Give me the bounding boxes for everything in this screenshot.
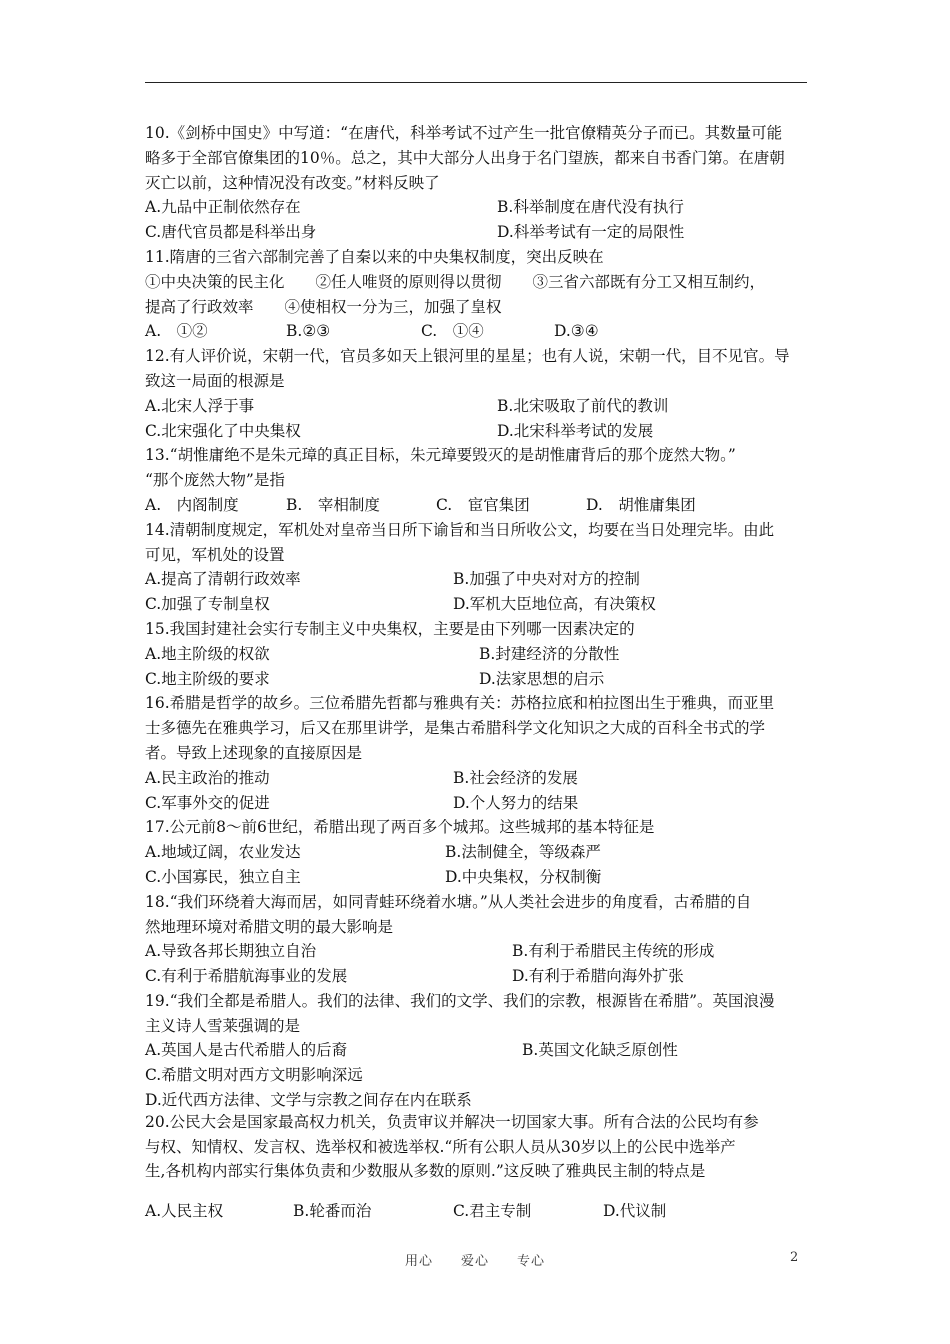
option-c[interactable]: C.君主专制 <box>453 1202 532 1221</box>
question-stem: 士多德先在雅典学习，后又在那里讲学，是集古希腊科学文化知识之大成的百科全书式的学 <box>145 719 766 738</box>
option-a[interactable]: A.北宋人浮于事 <box>145 396 255 415</box>
option-row <box>145 319 807 344</box>
question-13 <box>145 443 807 517</box>
question-stem: 致这一局面的根源是 <box>145 371 285 390</box>
question-17 <box>145 815 807 889</box>
option-a[interactable]: A.九品中正制依然存在 <box>145 198 301 217</box>
option-b[interactable]: B.社会经济的发展 <box>453 768 578 787</box>
page-number: 2 <box>790 1250 799 1265</box>
question-stem: 13.“胡惟庸绝不是朱元璋的真正目标，朱元璋要毁灭的是胡惟庸背后的那个庞然大物。” <box>145 446 736 465</box>
question-stem: 与权、知情权、发言权、选举权和被选举权.“所有公职人员从30岁以上的公民中选举产 <box>145 1137 736 1156</box>
question-stem: 灭亡以前，这种情况没有改变。”材料反映了 <box>145 173 440 192</box>
option-d[interactable]: D.个人努力的结果 <box>453 793 579 812</box>
option-row <box>145 493 807 518</box>
option-b[interactable]: B.封建经济的分散性 <box>479 644 620 663</box>
option-a[interactable]: A. 内阁制度 <box>145 495 239 514</box>
option-a[interactable]: A. ①② <box>145 322 208 341</box>
option-b[interactable]: B.北宋吸取了前代的教训 <box>497 396 669 415</box>
option-d[interactable]: D.近代西方法律、文学与宗教之间存在内在联系 <box>145 1091 472 1110</box>
option-b[interactable]: B.加强了中央对对方的控制 <box>453 570 640 589</box>
question-list <box>145 121 807 1224</box>
option-c[interactable]: C. ①④ <box>421 322 484 341</box>
question-stem: 20.公民大会是国家最高权力机关，负责审议并解决一切国家大事。所有合法的公民均有参 <box>145 1112 759 1131</box>
question-12 <box>145 344 807 443</box>
question-stem: 19.“我们全都是希腊人。我们的法律、我们的文学、我们的宗教，根源皆在希腊”。英国浪漫 <box>145 991 775 1010</box>
option-d[interactable]: D. 胡惟庸集团 <box>586 495 696 514</box>
option-b[interactable]: B.②③ <box>286 322 331 341</box>
question-stem: 生,各机构内部实行集体负责和少数服从多数的原则.”这反映了雅典民主制的特点是 <box>145 1162 706 1181</box>
question-stem: 14.清朝制度规定，军机处对皇帝当日所下谕旨和当日所收公文，均要在当日处理完毕。由此 <box>145 520 775 539</box>
question-stem: ①中央决策的民主化 ②任人唯贤的原则得以贯彻 ③三省六部既有分工又相互制约， <box>145 272 766 291</box>
option-c[interactable]: C.希腊文明对西方文明影响深远 <box>145 1066 363 1085</box>
option-row <box>145 939 807 964</box>
question-stem: 可见，军机处的设置 <box>145 545 285 564</box>
option-row <box>145 642 807 667</box>
option-a[interactable]: A.民主政治的推动 <box>145 768 270 787</box>
header-rule <box>145 82 807 83</box>
option-row <box>145 667 807 692</box>
option-row <box>145 1038 807 1063</box>
question-stem: 17.公元前8～前6世纪，希腊出现了两百多个城邦。这些城邦的基本特征是 <box>145 818 655 837</box>
question-stem: 者。导致上述现象的直接原因是 <box>145 743 363 762</box>
option-row <box>145 394 807 419</box>
option-b[interactable]: B.法制健全，等级森严 <box>445 843 601 862</box>
option-row <box>145 766 807 791</box>
option-c[interactable]: C.北宋强化了中央集权 <box>145 421 301 440</box>
question-19 <box>145 989 807 1113</box>
option-d[interactable]: D.③④ <box>554 322 599 341</box>
question-stem: 提高了行政效率 ④使相权一分为三，加强了皇权 <box>145 297 502 316</box>
question-10 <box>145 121 807 245</box>
question-stem: 18.“我们环绕着大海而居，如同青蛙环绕着水塘。”从人类社会进步的角度看，古希腊的自 <box>145 892 752 911</box>
option-row <box>145 1199 807 1224</box>
option-row <box>145 195 807 220</box>
question-stem: 然地理环境对希腊文明的最大影响是 <box>145 917 394 936</box>
option-a[interactable]: A.人民主权 <box>145 1202 224 1221</box>
option-b[interactable]: B. 宰相制度 <box>286 495 380 514</box>
option-a[interactable]: A.英国人是古代希腊人的后裔 <box>145 1041 348 1060</box>
option-a[interactable]: A.提高了清朝行政效率 <box>145 570 301 589</box>
page-footer: 用心 爱心 专心 <box>404 1254 545 1269</box>
question-stem: 16.希腊是哲学的故乡。三位希腊先哲都与雅典有关：苏格拉底和柏拉图出生于雅典，而亚里 <box>145 694 775 713</box>
option-d[interactable]: D.北宋科举考试的发展 <box>497 421 654 440</box>
question-16 <box>145 691 807 815</box>
question-stem: 11.隋唐的三省六部制完善了自秦以来的中央集权制度，突出反映在 <box>145 247 604 266</box>
question-stem: 12.有人评价说，宋朝一代，官员多如天上银河里的星星；也有人说，宋朝一代，目不见官。导 <box>145 347 790 366</box>
question-20 <box>145 1113 807 1224</box>
question-18 <box>145 890 807 989</box>
option-d[interactable]: D.代议制 <box>603 1202 667 1221</box>
option-b[interactable]: B.轮番而治 <box>293 1202 372 1221</box>
option-c[interactable]: C.加强了专制皇权 <box>145 595 270 614</box>
question-11 <box>145 245 807 344</box>
option-c[interactable]: C. 宦官集团 <box>436 495 530 514</box>
question-stem: 15.我国封建社会实行专制主义中央集权，主要是由下列哪一因素决定的 <box>145 619 635 638</box>
option-d[interactable]: D.军机大臣地位高，有决策权 <box>453 595 656 614</box>
option-row <box>145 840 807 865</box>
option-c[interactable]: C.有利于希腊航海事业的发展 <box>145 967 348 986</box>
option-row <box>145 791 807 816</box>
option-c[interactable]: C.地主阶级的要求 <box>145 669 270 688</box>
option-c[interactable]: C.小国寡民，独立自主 <box>145 867 301 886</box>
option-row <box>145 567 807 592</box>
option-row <box>145 865 807 890</box>
option-b[interactable]: B.英国文化缺乏原创性 <box>522 1041 678 1060</box>
option-b[interactable]: B.有利于希腊民主传统的形成 <box>512 942 715 961</box>
question-stem: 主义诗人雪莱强调的是 <box>145 1016 301 1035</box>
option-row <box>145 419 807 444</box>
option-c[interactable]: C.军事外交的促进 <box>145 793 270 812</box>
option-d[interactable]: D.中央集权，分权制衡 <box>445 867 602 886</box>
option-b[interactable]: B.科举制度在唐代没有执行 <box>497 198 684 217</box>
option-d[interactable]: D.科举考试有一定的局限性 <box>497 223 685 242</box>
option-a[interactable]: A.地主阶级的权欲 <box>145 644 270 663</box>
question-stem: 略多于全部官僚集团的10％。总之，其中大部分人出身于名门望族，都来自书香门第。在唐朝 <box>145 148 785 167</box>
option-a[interactable]: A.导致各邦长期独立自治 <box>145 942 317 961</box>
question-15 <box>145 617 807 691</box>
option-c[interactable]: C.唐代官员都是科举出身 <box>145 223 317 242</box>
option-row <box>145 964 807 989</box>
option-row <box>145 592 807 617</box>
option-d[interactable]: D.法家思想的启示 <box>479 669 605 688</box>
option-row <box>145 220 807 245</box>
question-stem: 10.《剑桥中国史》中写道：“在唐代，科举考试不过产生一批官僚精英分子而已。其数量可能 <box>145 124 783 142</box>
question-stem: “那个庞然大物”是指 <box>145 471 285 490</box>
question-14 <box>145 518 807 617</box>
option-d[interactable]: D.有利于希腊向海外扩张 <box>512 967 684 986</box>
option-a[interactable]: A.地域辽阔，农业发达 <box>145 843 301 862</box>
